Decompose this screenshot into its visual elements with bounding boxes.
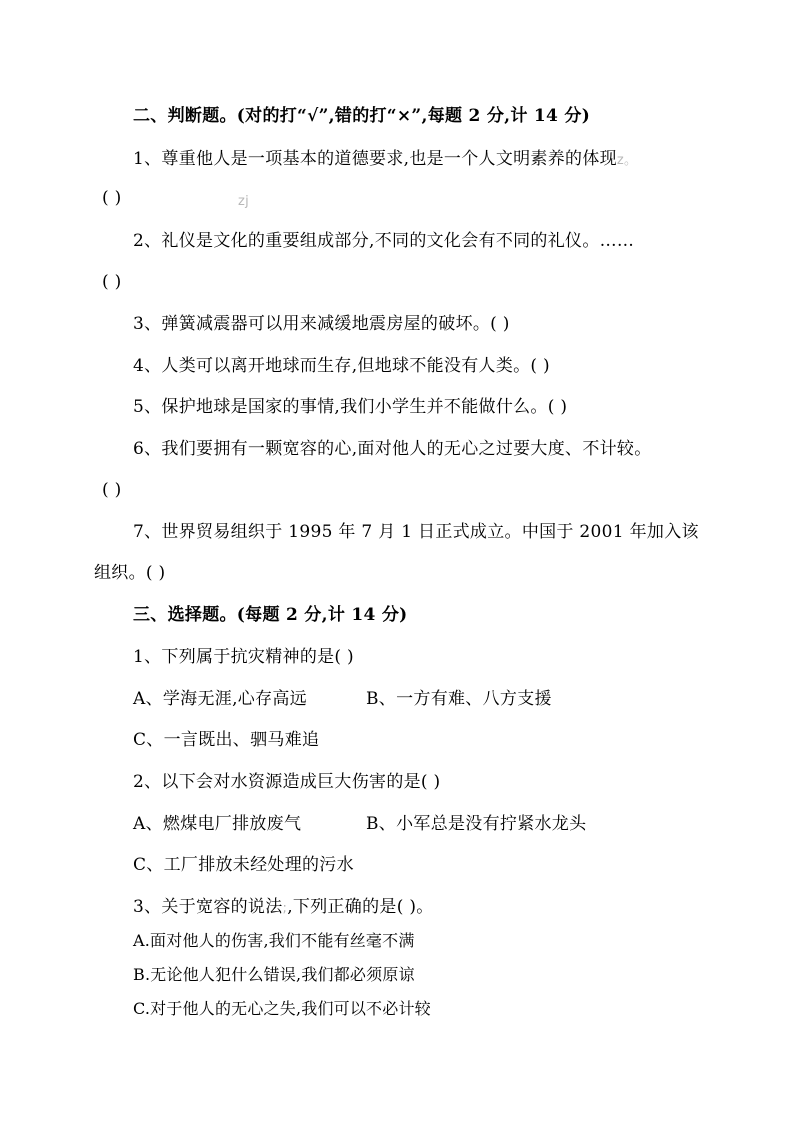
choice-question-2-option-b: B、小军总是没有拧紧水龙头 <box>366 814 587 834</box>
judge-question-1-blank: ( ) <box>102 188 122 208</box>
judge-question-6-blank: ( ) <box>102 480 122 500</box>
judge-question-1 <box>133 147 637 173</box>
choice-question-2-option-a: A、燃煤电厂排放废气 <box>133 814 302 834</box>
choice-question-3-option-c: C.对于他人的无心之失,我们可以不必计较 <box>133 999 431 1018</box>
section3-heading: 三、选择题。(每题 2 分,计 14 分) <box>133 605 408 625</box>
choice-question-3-option-b: B.无论他人犯什么错误,我们都必须原谅 <box>133 965 415 984</box>
choice-question-1-option-c: C、一言既出、驷马难追 <box>133 730 320 750</box>
judge-question-6: 6、我们要拥有一颗宽容的心,面对他人的无心之过要大度、不计较。 <box>133 439 652 459</box>
judge-question-4: 4、人类可以离开地球而生存,但地球不能没有人类。( ) <box>133 356 550 376</box>
judge-question-7-line1: 7、世界贸易组织于 1995 年 7 月 1 日正式成立。中国于 2001 年加入该 <box>133 522 699 542</box>
choice-question-2: 2、以下会对水资源造成巨大伤害的是( ) <box>133 772 441 792</box>
choice-question-1-option-b: B、一方有难、八方支援 <box>366 689 552 709</box>
judge-question-1-artifact: zj <box>238 194 250 209</box>
choice-question-1: 1、下列属于抗灾精神的是( ) <box>133 647 354 667</box>
judge-question-1-mark: z。 <box>616 153 638 168</box>
choice-question-3 <box>133 895 434 921</box>
choice-question-3-option-a: A.面对他人的伤害,我们不能有丝毫不满 <box>133 931 415 950</box>
section2-heading: 二、判断题。(对的打“√”,错的打“×”,每题 2 分,计 14 分) <box>133 106 591 126</box>
judge-question-2: 2、礼仪是文化的重要组成部分,不同的文化会有不同的礼仪。…… <box>133 231 635 251</box>
choice-question-3-stem-a: 3、关于宽容的说法 <box>133 897 283 917</box>
judge-question-1-text: 1、尊重他人是一项基本的道德要求,也是一个人文明素养的体现 <box>133 149 617 169</box>
choice-question-2-option-c: C、工厂排放未经处理的污水 <box>133 855 354 875</box>
choice-question-1-option-a: A、学海无涯,心存高远 <box>133 689 307 709</box>
judge-question-7-line2: 组织。( ) <box>94 563 166 583</box>
judge-question-5: 5、保护地球是国家的事情,我们小学生并不能做什么。( ) <box>133 397 568 417</box>
choice-question-3-stem-b: ,下列正确的是( )。 <box>287 897 434 917</box>
judge-question-3: 3、弹簧减震器可以用来减缓地震房屋的破坏。( ) <box>133 314 510 334</box>
judge-question-2-blank: ( ) <box>102 272 122 292</box>
choice-question-3-mark: ; <box>282 901 288 916</box>
